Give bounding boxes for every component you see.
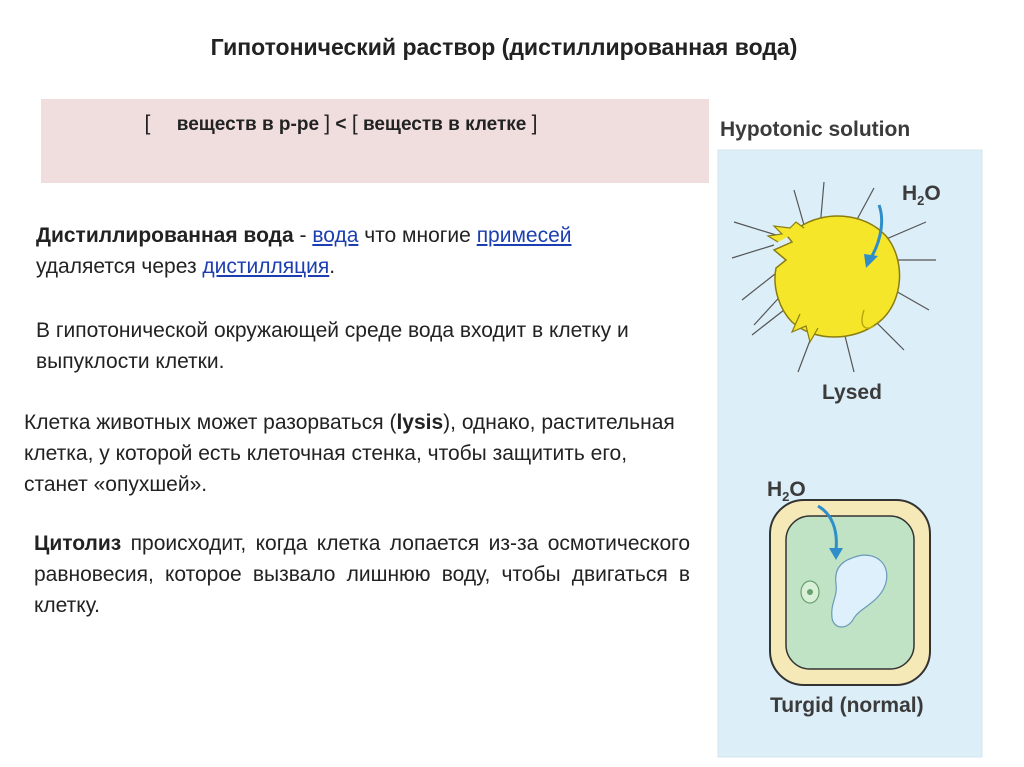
formula-operator: < xyxy=(335,114,347,135)
text: . xyxy=(329,255,336,278)
turgid-label: Turgid (normal) xyxy=(770,694,924,717)
paragraph-distilled-water xyxy=(36,220,706,282)
bracket-open: [ xyxy=(351,112,358,135)
h2o-h: H xyxy=(767,478,783,501)
paragraph-cytolysis xyxy=(34,528,690,621)
text: удаляется через xyxy=(36,255,203,278)
text: Клетка животных может разорваться ( xyxy=(24,411,397,434)
link-impurities[interactable]: примесей xyxy=(476,224,572,247)
text: происходит, когда клетка лопается из-за осмотического равновесия, которое вызвало лишнюю воду, чтобы двигаться в клетку. xyxy=(34,532,690,617)
h2o-h: H xyxy=(902,182,918,205)
h2o-label-turgid xyxy=(767,478,806,504)
term-distilled-water: Дистиллированная вода xyxy=(36,224,294,247)
turgid-plant-cell xyxy=(770,500,930,685)
lysed-label: Lysed xyxy=(822,381,882,404)
h2o-label-lysed xyxy=(902,182,941,208)
bracket-open: [ xyxy=(144,112,151,135)
hypotonic-figure xyxy=(714,110,986,760)
text: ), однако, растительная клетка, у которой есть клеточная стенка, чтобы защитить его, станет «опухшей». xyxy=(24,411,675,496)
paragraph-hypotonic-environment: В гипотонической окружающей среде вода входит в клетку и выпуклости клетки. xyxy=(36,319,629,373)
h2o-o: O xyxy=(789,478,806,501)
concentration-formula xyxy=(41,112,641,136)
term-cytolysis: Цитолиз xyxy=(34,532,122,555)
figure-title: Hypotonic solution xyxy=(720,118,911,141)
h2o-subscript: 2 xyxy=(917,193,925,209)
dash: - xyxy=(293,224,313,247)
bracket-close: ] xyxy=(324,112,331,135)
link-distillation[interactable]: дистилляция xyxy=(202,255,330,278)
slide-title: Гипотонический раствор (дистиллированная вода) xyxy=(210,34,798,60)
paragraph-lysis xyxy=(24,407,684,500)
link-water[interactable]: вода xyxy=(312,224,359,247)
term-lysis: lysis xyxy=(396,411,444,434)
text: что многие xyxy=(358,224,477,247)
formula-left-text: веществ в р-ре xyxy=(176,114,320,135)
bracket-close: ] xyxy=(531,112,538,135)
h2o-subscript: 2 xyxy=(782,489,790,505)
formula-right-text: веществ в клетке xyxy=(362,114,527,135)
h2o-o: O xyxy=(924,182,941,205)
